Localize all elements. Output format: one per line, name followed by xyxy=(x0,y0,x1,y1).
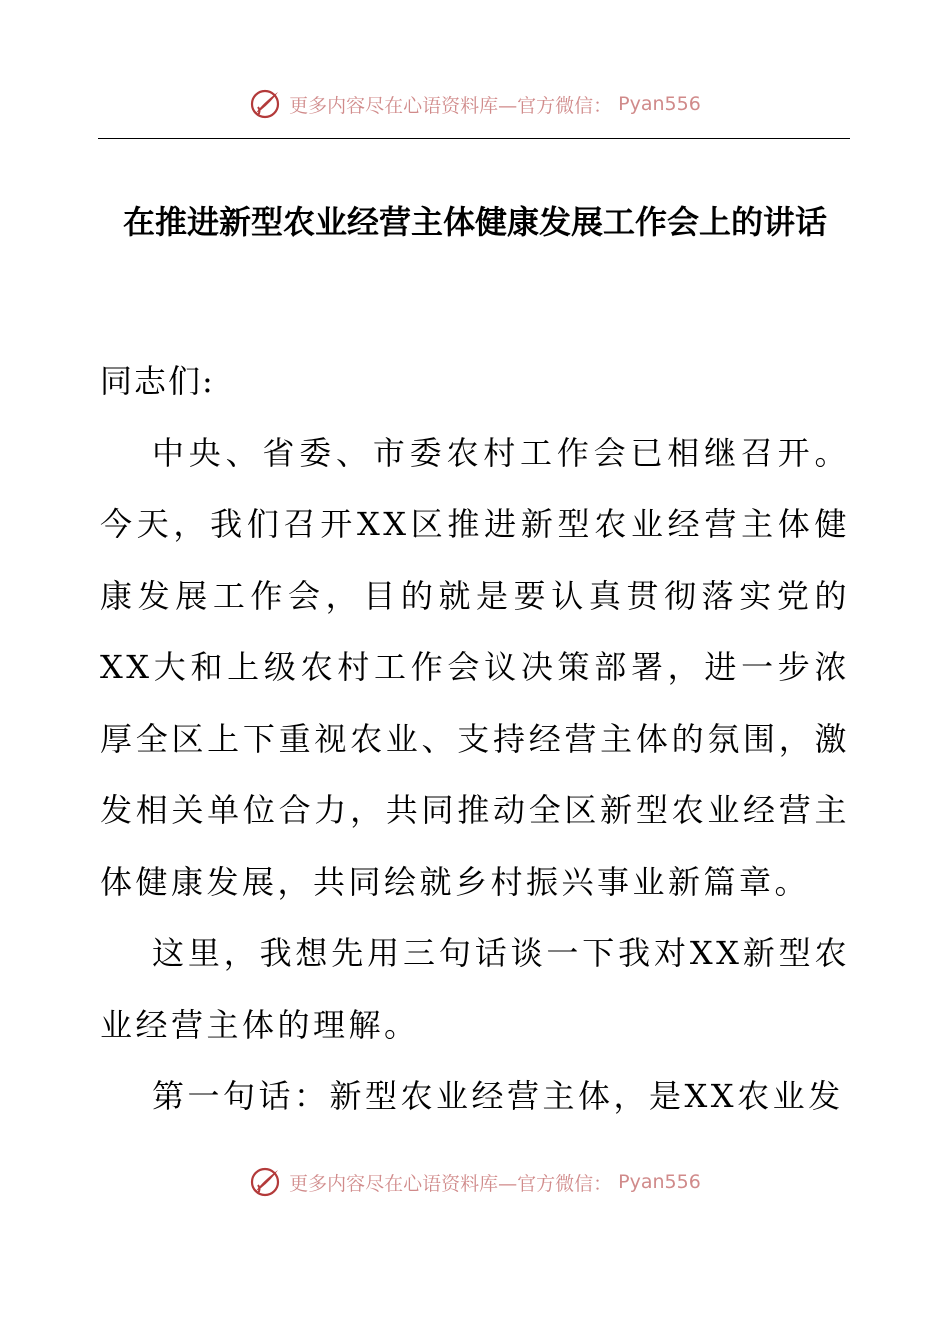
paragraph: 中央、省委、市委农村工作会已相继召开。今天，我们召开XX区推进新型农业经营主体健康发展工作会，目的就是要认真贯彻落实党的XX大和上级农村工作会议决策部署，进一步浓厚全区上下重视农业、支持经营主体的氛围，激发相关单位合力，共同推动全区新型农业经营主体健康发展，共同绘就乡村振兴事业新篇章。 xyxy=(100,433,850,901)
paragraph: 第一句话：新型农业经营主体，是XX农业发 xyxy=(152,1077,844,1115)
paragraph: 这里，我想先用三句话谈一下我对XX新型农业经营主体的理解。 xyxy=(100,934,850,1044)
header-banner xyxy=(0,84,950,124)
footer-banner xyxy=(0,1162,950,1202)
document-title: 在推进新型农业经营主体健康发展工作会上的讲话 xyxy=(122,203,827,241)
salutation: 同志们: xyxy=(100,362,215,400)
banner-text: 更多内容尽在心语资料库—官方微信： xyxy=(289,94,613,117)
banner-text: 更多内容尽在心语资料库—官方微信： xyxy=(289,1172,613,1195)
wechat-id: Pyan556 xyxy=(618,93,701,115)
quill-pen-icon xyxy=(249,87,283,121)
wechat-id: Pyan556 xyxy=(618,1171,701,1193)
header-divider xyxy=(98,138,850,139)
document-body xyxy=(100,346,850,1133)
quill-pen-icon xyxy=(249,1165,283,1199)
